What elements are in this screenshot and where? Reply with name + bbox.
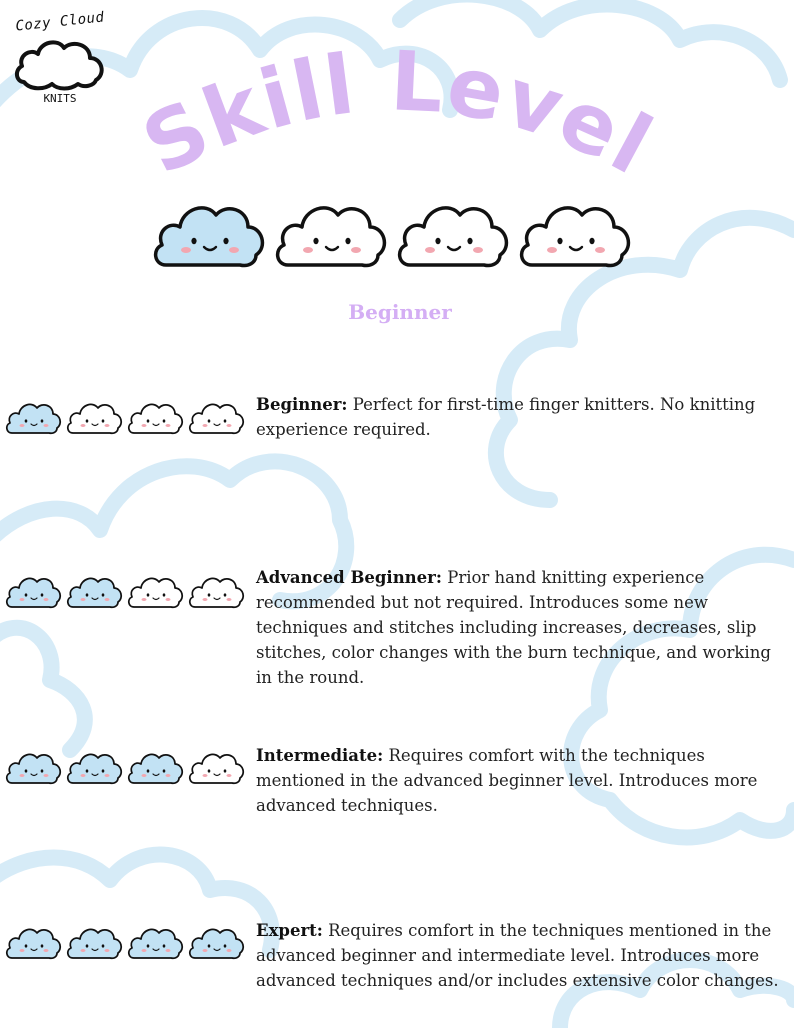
level-description: [256, 392, 786, 442]
title-text: Skill Level: [128, 34, 668, 190]
logo-bottom-text: KNITS: [43, 92, 77, 105]
empty-cloud-icon: [65, 394, 125, 438]
empty-cloud-icon: [126, 568, 186, 612]
filled-cloud-icon: [65, 744, 125, 788]
empty-cloud-icon: [516, 188, 636, 274]
level-description: [256, 743, 786, 818]
level-description: [256, 918, 786, 993]
filled-cloud-icon: [4, 919, 64, 963]
hero-rating: [150, 188, 650, 280]
empty-cloud-icon: [187, 394, 247, 438]
logo-top-text: Cozy Cloud: [14, 9, 106, 35]
page-title: [0, 30, 794, 190]
level-name: Expert:: [256, 921, 323, 940]
svg-text:Skill Level: [129, 34, 668, 190]
rating-clouds: [4, 394, 247, 438]
filled-cloud-icon: [4, 744, 64, 788]
empty-cloud-icon: [187, 744, 247, 788]
filled-cloud-icon: [4, 394, 64, 438]
level-name: Beginner:: [256, 395, 348, 414]
filled-cloud-icon: [150, 188, 270, 274]
level-text: Prior hand knitting experience recommended but not required. Introduces some new techniques and stitches including increases, decreases, slip stitches, color changes with the burn technique, and working in the round.: [256, 568, 771, 687]
bg-cloud-left-low: [0, 628, 85, 750]
filled-cloud-icon: [126, 919, 186, 963]
level-text: Requires comfort with the techniques mentioned in the advanced beginner level. Introduces more advanced techniques.: [256, 746, 758, 815]
level-name: Intermediate:: [256, 746, 384, 765]
empty-cloud-icon: [272, 188, 392, 274]
filled-cloud-icon: [65, 919, 125, 963]
rating-clouds: [4, 568, 247, 612]
filled-cloud-icon: [126, 744, 186, 788]
level-text: Perfect for first-time finger knitters. No knitting experience required.: [256, 395, 756, 439]
level-text: Requires comfort in the techniques mentioned in the advanced beginner and intermediate level. Introduces more advanced techniques and/or includes extensive color changes.: [256, 921, 779, 990]
empty-cloud-icon: [187, 568, 247, 612]
hero-rating-label: Beginner: [348, 300, 452, 324]
filled-cloud-icon: [187, 919, 247, 963]
empty-cloud-icon: [126, 394, 186, 438]
rating-clouds: [4, 744, 247, 788]
level-name: Advanced Beginner:: [256, 568, 442, 587]
rating-clouds: [4, 919, 247, 963]
title-arc: [0, 30, 794, 190]
filled-cloud-icon: [65, 568, 125, 612]
filled-cloud-icon: [4, 568, 64, 612]
level-description: [256, 565, 786, 690]
empty-cloud-icon: [394, 188, 514, 274]
